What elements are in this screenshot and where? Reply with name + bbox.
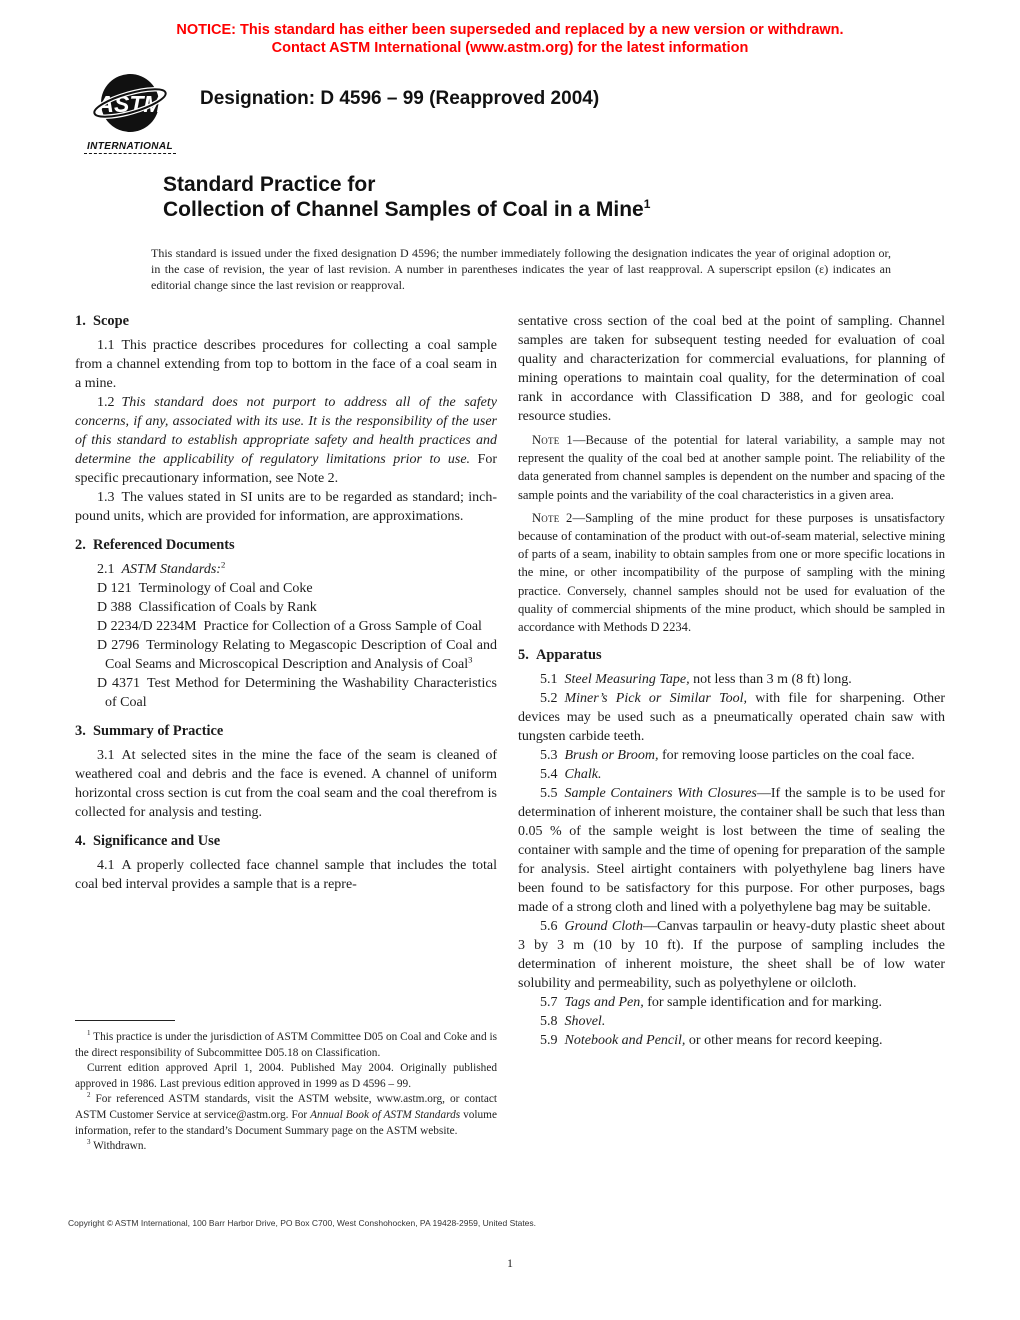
title-footnote-sup: 1: [643, 197, 651, 211]
paragraph-1-2: 1.2 This standard does not purport to address all of the safety concerns, if any, associated with its use. It is the responsibility of the user of this standard to establish appropriate safety and health practices and determine the applicability of regulatory limitations prior to use. For specific precautionary information, see Note 2.: [75, 395, 497, 486]
referenced-doc-item: D 2796 Terminology Relating to Megascopic Description of Coal and Coal Seams and Microscopical Description and Analysis of Coal$^3$: [97, 638, 497, 672]
title-line-2: Collection of Channel Samples of Coal in a Mine$^1$: [163, 197, 651, 221]
section-heading-summary-of-practice: 3. Summary of Practice: [75, 723, 224, 739]
referenced-doc-item: D 121 Terminology of Coal and Coke: [97, 581, 313, 596]
referenced-doc-item: D 388 Classification of Coals by Rank: [97, 600, 317, 615]
apparatus-item-5-6: 5.6 Ground Cloth—Canvas tarpaulin or heavy-duty plastic sheet about 3 by 3 m (10 by 10 ft). If the purpose of sampling includes the determination of inherent moisture, the sheet shall be of low water solubility and permeability, such as polyethylene or oilcloth.: [518, 919, 946, 992]
astm-logo: [84, 72, 176, 154]
supersession-notice: [0, 21, 1020, 57]
title-line-1: Standard Practice for: [163, 173, 376, 196]
notes-block: [518, 431, 945, 636]
apparatus-item-5-3: 5.3 Brush or Broom, for removing loose particles on the coal face.: [540, 748, 915, 764]
referenced-doc-item: D 2234/D 2234M Practice for Collection of a Gross Sample of Coal: [97, 619, 482, 634]
footnote-1: $^1$ This practice is under the jurisdiction of ASTM Committee D05 on Coal and Coke and is the direct responsibility of Subcommittee D05.18 on Classification.: [75, 1029, 497, 1059]
left-column: [75, 312, 497, 894]
paragraph-4-1-continued: sentative cross section of the coal bed at the point of sampling. Channel samples are taken for subsequent testing needed for evaluation of coal quality and characterization for commercial evaluations, for planning of mining operations to maintain coal quality, for the determination of coal rank in accordance with Classification D 388, and for geologic coal resource studies.: [518, 314, 945, 424]
note-1: Note 1—Because of the potential for lateral variability, a sample may not represent the quality of the coal bed at another sample point. The reliability of the data generated from channel samples is dependent on the number and spacing of the sample points and the variability of the coal characteristics in a given area.: [518, 433, 945, 502]
apparatus-item-5-8: 5.8 Shovel.: [540, 1014, 606, 1030]
paragraph-2-1: 2.1 ASTM Standards:$^2$: [97, 559, 226, 577]
apparatus-item-5-5: 5.5 Sample Containers With Closures—If the sample is to be used for determination of inherent moisture, the container shall be such that less than 0.05 % of the sample weight is lost between the time of sealing the container with sample and the time of opening for preparation of the sample for analysis. Steel airtight containers with polyethylene bag liners have been found to be satisfactory for this purpose. For other purposes, bags made of a strong cloth and lined with a polyethylene bag may be suitable.: [518, 786, 945, 916]
notice-line-1: NOTICE: This standard has either been superseded and replaced by a new version or withdrawn.: [176, 22, 844, 38]
apparatus-item-5-1: 5.1 Steel Measuring Tape, not less than 3 m (8 ft) long.: [540, 672, 852, 688]
footnote-1b: Current edition approved April 1, 2004. Published May 2004. Originally published approved in 1986. Last previous edition approved in 1999 as D 4596 – 99.: [75, 1062, 497, 1090]
issued-statement: This standard is issued under the fixed designation D 4596; the number immediately following the designation indicates the year of original adoption or, in the case of revision, the year of last revision. A number in parentheses indicates the year of last reapproval. A superscript epsilon (ε) indicates an editorial change since the last revision or reapproval.: [151, 246, 891, 292]
notice-line-2: Contact ASTM International (www.astm.org) for the latest information: [271, 40, 749, 56]
footnote-2: $^2$ For referenced ASTM standards, visit the ASTM website, www.astm.org, or contact ASTM Customer Service at service@astm.org. For Annual Book of ASTM Standards volume information, refer to the standard’s Document Summary page on the ASTM website.: [75, 1091, 497, 1137]
section-heading-scope: 1. Scope: [75, 313, 129, 329]
svg-text:ASTM: ASTM: [97, 91, 163, 117]
apparatus-item-5-4: 5.4 Chalk.: [540, 767, 602, 783]
note-2: Note 2—Sampling of the mine product for these purposes is unsatisfactory because of contamination of the product with out-of-seam material, selective mining of parts of a seam, inability to obtain samples from one or more specific locations in the mine, or other incompatibility of the purpose of sampling with the mining practice. Conversely, channel samples should not be used for evaluation of the quality of commercial shipments of the mine product, which should be sampled in accordance with Methods D 2234.: [518, 510, 945, 635]
paragraph-1-1: 1.1 This practice describes procedures for collecting a coal sample from a channel extending from top to bottom in the face of a coal seam in a mine.: [75, 338, 497, 391]
section-heading-significance-and-use: 4. Significance and Use: [75, 833, 221, 849]
designation-text: Designation: D 4596 – 99 (Reapproved 2004): [200, 88, 600, 109]
footnote-rule: [75, 1020, 175, 1021]
paragraph-4-1: 4.1 A properly collected face channel sample that includes the total coal bed interval provides a sample that is a repre-: [75, 858, 497, 892]
section-heading-referenced-documents: 2. Referenced Documents: [75, 537, 235, 553]
right-column: [518, 312, 945, 1050]
page-number: 1: [507, 1256, 513, 1270]
footnotes-block: [75, 1020, 497, 1155]
referenced-doc-item: D 4371 Test Method for Determining the Washability Characteristics of Coal: [97, 676, 497, 710]
apparatus-item-5-7: 5.7 Tags and Pen, for sample identification and for marking.: [540, 995, 883, 1011]
astm-globe-icon: [91, 72, 169, 138]
paragraph-3-1: 3.1 At selected sites in the mine the face of the seam is cleaned of weathered coal and debris and the face is evened. A channel of uniform horizontal cross section is cut from the coal seam and the coal therefrom is collected for analysis and testing.: [75, 748, 497, 820]
section-heading-apparatus: 5. Apparatus: [518, 647, 602, 664]
logo-international-label: INTERNATIONAL: [84, 141, 176, 154]
apparatus-item-5-9: 5.9 Notebook and Pencil, or other means for record keeping.: [540, 1033, 883, 1049]
document-title: [163, 172, 650, 222]
apparatus-item-5-2: 5.2 Miner’s Pick or Similar Tool, with file for sharpening. Other devices may be used such as a pneumatically operated chain saw with tungsten carbide teeth.: [518, 691, 945, 745]
footnote-3: $^3$ Withdrawn.: [87, 1138, 147, 1153]
paragraph-1-3: 1.3 The values stated in SI units are to be regarded as standard; inch-pound units, which are provided for information, are approximations.: [75, 490, 497, 524]
copyright-line: Copyright © ASTM International, 100 Barr Harbor Drive, PO Box C700, West Conshohocken, PA 19428-2959, United States.: [68, 1218, 537, 1228]
